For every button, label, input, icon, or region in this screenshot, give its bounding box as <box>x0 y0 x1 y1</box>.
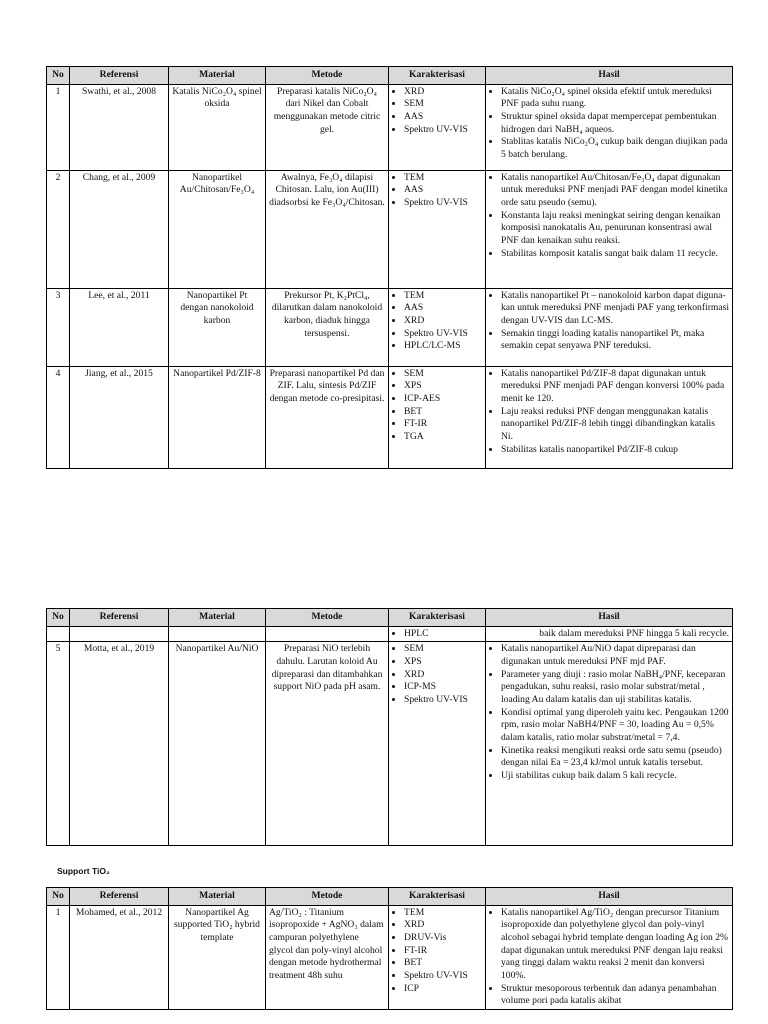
cell-metode <box>266 626 389 642</box>
cell-metode: Preparasi katalis NiCo₂O₄ dari Nikel dan Cobalt menggunakan metode citric gel. <box>266 84 389 170</box>
list-item: • XRD <box>404 919 482 932</box>
cell-hasil <box>486 366 733 468</box>
cell-no: 2 <box>47 170 70 288</box>
list-item: • TEM <box>404 907 482 920</box>
cell-karakterisasi <box>389 642 486 846</box>
list-item: • Kondisi optimal yang diperoleh yaitu kec. Pengaukan 1200 rpm, rasio molar NaBH4/PNF = 30, loading Au = 0,5% dalam katalis, ratio molar substrat/metal = 7,4. <box>501 707 729 745</box>
table-row <box>47 288 733 366</box>
table-3 <box>46 887 733 1010</box>
list-item: • ICP <box>404 983 482 996</box>
header-metode: Metode <box>266 67 389 85</box>
cell-metode: Ag/TiO₂ : Titanium isopropoxide + AgNO₃ dalam campuran polyethylene glycol dan poly-vinyl alcohol dengan metode hydrothermal treatment 48h suhu <box>266 905 389 1009</box>
list-item: • Katalis nanopartikel Pd/ZIF-8 dapat digunakan untuk mereduksi PNF menjadi PAF dengan konversi 100% pada menit ke 120. <box>501 368 729 406</box>
cell-no: 4 <box>47 366 70 468</box>
header-material: Material <box>169 888 266 906</box>
list-item: • Stabilitas komposit katalis sangat baik dalam 11 recycle. <box>501 248 729 261</box>
list-item: • Stabilitas katalis nanopartikel Pd/ZIF-8 cukup <box>501 444 729 457</box>
table-row <box>47 642 733 846</box>
cell-material: Nanopartikel Pd/ZIF-8 <box>169 366 266 468</box>
list-item: • XRD <box>404 669 482 682</box>
cell-karakterisasi <box>389 288 486 366</box>
list-item: • XPS <box>404 656 482 669</box>
cell-referensi: Motta, et al., 2019 <box>70 642 169 846</box>
header-referensi: Referensi <box>70 67 169 85</box>
cell-material: Nanopartikel Pt dengan nanokoloid karbon <box>169 288 266 366</box>
cell-hasil <box>486 642 733 846</box>
header-hasil: Hasil <box>486 67 733 85</box>
table-header-row <box>47 67 733 85</box>
table-row <box>47 170 733 288</box>
list-item: • Semakin tinggi loading katalis nanopartikel Pt, maka semakin cepat senyawa PNF tereduksi. <box>501 328 729 353</box>
list-item: • Spektro UV-VIS <box>404 694 482 707</box>
header-karakterisasi: Karakterisasi <box>389 67 486 85</box>
cell-material: Nanopartikel Ag supported TiO₂ hybrid template <box>169 905 266 1009</box>
cell-karakterisasi <box>389 626 486 642</box>
table-row-continuation <box>47 626 733 642</box>
table-1 <box>46 66 733 469</box>
header-no: No <box>47 609 70 627</box>
cell-karakterisasi <box>389 84 486 170</box>
list-item: • Struktur mesoporous terbentuk dan adanya penambahan volume pori pada katalis akibat <box>501 983 729 1008</box>
table-2 <box>46 608 733 846</box>
list-item: • Spektro UV-VIS <box>404 328 482 341</box>
cell-material: Nanopartikel Au/Chitosan/Fe₃O₄ <box>169 170 266 288</box>
cell-no <box>47 626 70 642</box>
cell-referensi: Swathi, et al., 2008 <box>70 84 169 170</box>
list-item: • XRD <box>404 315 482 328</box>
table-row <box>47 905 733 1009</box>
list-item: • Struktur spinel oksida dapat mempercepat pembentukan hidrogen dari NaBH₄ aqueos. <box>501 111 729 136</box>
list-item: • FT-IR <box>404 418 482 431</box>
list-item: • ICP-AES <box>404 393 482 406</box>
cell-no: 1 <box>47 84 70 170</box>
list-item: • SEM <box>404 368 482 381</box>
cell-referensi: Lee, et al., 2011 <box>70 288 169 366</box>
cell-metode: Preparasi nanopartikel Pd dan ZIF. Lalu, sintesis Pd/ZIF dengan metode co-presipitasi. <box>266 366 389 468</box>
cell-referensi: Chang, et al., 2009 <box>70 170 169 288</box>
list-item: • TGA <box>404 431 482 444</box>
header-referensi: Referensi <box>70 888 169 906</box>
list-item: • Spektro UV-VIS <box>404 197 482 210</box>
list-item: • TEM <box>404 172 482 185</box>
list-item: • BET <box>404 957 482 970</box>
cell-karakterisasi <box>389 366 486 468</box>
header-material: Material <box>169 67 266 85</box>
cell-hasil <box>486 84 733 170</box>
header-karakterisasi: Karakterisasi <box>389 888 486 906</box>
list-item: • Uji stabilitas cukup baik dalam 5 kali recycle. <box>501 770 729 783</box>
table-header-row <box>47 609 733 627</box>
list-item: • AAS <box>404 111 482 124</box>
header-hasil: Hasil <box>486 888 733 906</box>
list-item: • XRD <box>404 86 482 99</box>
list-item: • Katalis nanopartikel Au/NiO dapat dipreparasi dan digunakan untuk mereduksi PNF mjd PAF. <box>501 643 729 668</box>
list-item: • Katalis nanopartikel Au/Chitosan/Fe₃O₄ dapat digunakan untuk mereduksi PNF menjadi PAF dengan model kinetika orde satu pseudo (semu). <box>501 172 729 210</box>
cell-hasil <box>486 288 733 366</box>
list-item: • FT-IR <box>404 945 482 958</box>
list-item: • XPS <box>404 380 482 393</box>
cell-referensi: Mohamed, et al., 2012 <box>70 905 169 1009</box>
cell-metode: Preparasi NiO terlebih dahulu. Larutan koloid Au dipreparasi dan ditambahkan support NiO pada pH asam. <box>266 642 389 846</box>
list-item: • Laju reaksi reduksi PNF dengan menggunakan katalis nanopartikel Pd/ZIF-8 lebih tinggi dibandingkan katalis Ni. <box>501 406 729 444</box>
table-header-row <box>47 888 733 906</box>
cell-hasil <box>486 170 733 288</box>
cell-no: 5 <box>47 642 70 846</box>
list-item: • HPLC/LC-MS <box>404 340 482 353</box>
list-item: • AAS <box>404 302 482 315</box>
cell-karakterisasi <box>389 905 486 1009</box>
cell-hasil: baik dalam mereduksi PNF hingga 5 kali recycle. <box>486 626 733 642</box>
cell-no: 1 <box>47 905 70 1009</box>
header-karakterisasi: Karakterisasi <box>389 609 486 627</box>
list-item: • Katalis nanopartikel Pt – nanokoloid karbon dapat diguna-kan untuk mereduksi PNF menjadi PAF yang terkonfirmasi dengan UV-VIS dan LC-MS. <box>501 290 729 328</box>
list-item: • BET <box>404 406 482 419</box>
cell-metode: Prekursor Pt, K₂PtCl₄, dilarutkan dalam nanokoloid karbon, diaduk hingga tersuspensi. <box>266 288 389 366</box>
cell-referensi: Jiang, et al., 2015 <box>70 366 169 468</box>
table-row <box>47 366 733 468</box>
cell-no: 3 <box>47 288 70 366</box>
list-item: • SEM <box>404 98 482 111</box>
list-item: • Katalis nanopartikel Ag/TiO₂ dengan precursor Titanium isopropoxide dan polyethylene glycol dan poly-vinyl alcohol sebagai hybrid template dengan loading Ag ion 2% dapat digunakan untuk mereduksi PNF dengan laju reaksi yang tinggi dalam waktu reaksi 2 menit dan konversi 100%. <box>501 907 729 983</box>
list-item: • TEM <box>404 290 482 303</box>
list-item: • Spektro UV-VIS <box>404 970 482 983</box>
cell-material: Nanopartikel Au/NiO <box>169 642 266 846</box>
list-item: • AAS <box>404 184 482 197</box>
table-row <box>47 84 733 170</box>
header-metode: Metode <box>266 609 389 627</box>
list-item: • Parameter yang diuji : rasio molar NaBH₄/PNF, keceparan pengadukan, suhu reaksi, rasio molar substrat/metal , loading Au dalam katalis dan uji stabilitas katalis. <box>501 669 729 707</box>
list-item: • Kinetika reaksi mengikuti reaksi orde satu semu (pseudo) dengan nilai Ea = 23,4 kJ/mol untuk katalis tersebut. <box>501 745 729 770</box>
list-item: • ICP-MS <box>404 681 482 694</box>
cell-referensi <box>70 626 169 642</box>
cell-hasil <box>486 905 733 1009</box>
header-referensi: Referensi <box>70 609 169 627</box>
list-item: • Stablitas katalis NiCo₂O₄ cukup baik dengan diujikan pada 5 batch berulang. <box>501 136 729 161</box>
cell-material <box>169 626 266 642</box>
header-hasil: Hasil <box>486 609 733 627</box>
list-item: • DRUV-Vis <box>404 932 482 945</box>
cell-metode: Awalnya, Fe₃O₄ dilapisi Chitosan. Lalu, ion Au(III) diadsorbsi ke Fe₃O₄/Chitosan. <box>266 170 389 288</box>
header-no: No <box>47 67 70 85</box>
cell-material: Katalis NiCo₂O₄ spinel oksida <box>169 84 266 170</box>
header-metode: Metode <box>266 888 389 906</box>
list-item: • HPLC <box>404 628 482 641</box>
list-item: • Konstanta laju reaksi meningkat seiring dengan kenaikan komposisi nanokatalis Au, penurunan konsentrasi awal PNF dan kenaikan suhu reaksi. <box>501 210 729 248</box>
list-item: • Katalis NiCo₂O₄ spinel oksida efektif untuk mereduksi PNF pada suhu ruang. <box>501 86 729 111</box>
list-item: • Spektro UV-VIS <box>404 124 482 137</box>
header-material: Material <box>169 609 266 627</box>
section-label: Support TiO₂ <box>57 866 110 876</box>
list-item: • SEM <box>404 643 482 656</box>
cell-karakterisasi <box>389 170 486 288</box>
header-no: No <box>47 888 70 906</box>
